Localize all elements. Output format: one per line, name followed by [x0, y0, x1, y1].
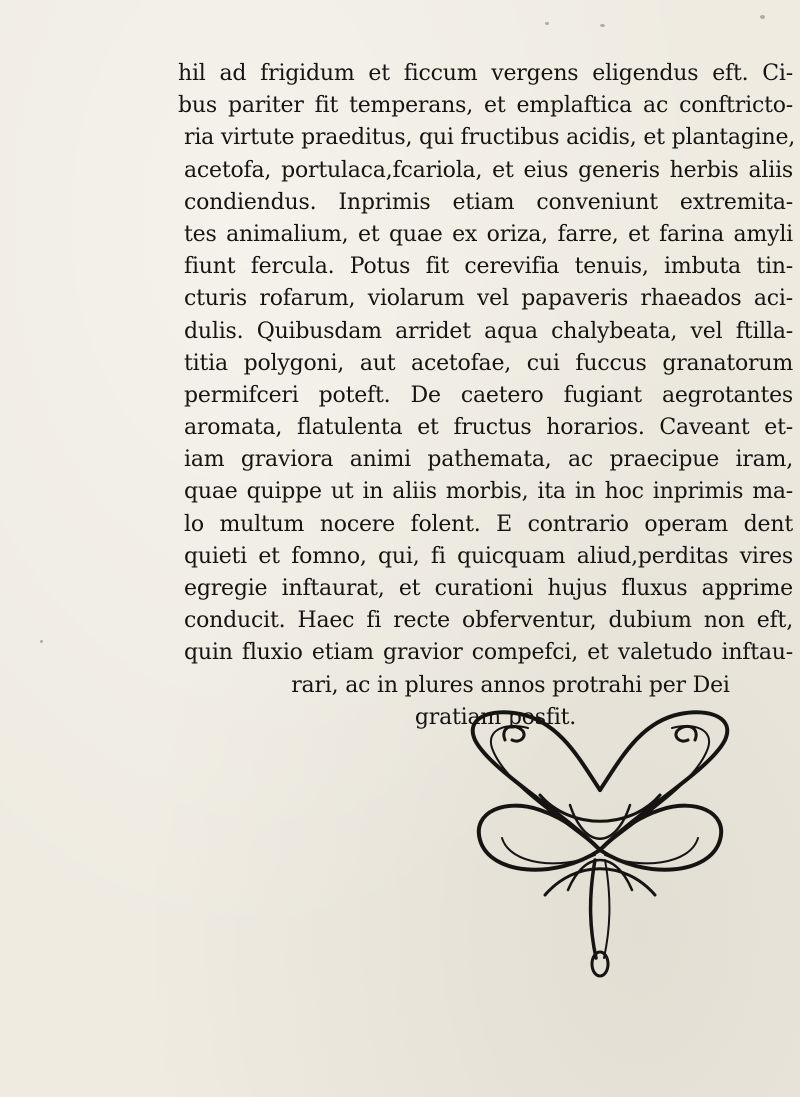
text-line: quin fluxio etiam gravior compefci, et valetudo inftau-: [184, 640, 793, 666]
text-line: acetofa, portulaca,fcariola, et eius generis herbis aliis: [184, 157, 793, 183]
ink-speck: [600, 24, 605, 27]
text-line: titia polygoni, aut acetofae, cui fuccus granatorum: [184, 350, 793, 376]
text-line: bus pariter fit temperans, et emplaftica ac conftricto-: [178, 93, 793, 119]
text-line: quae quippe ut in aliis morbis, ita in hoc inprimis ma-: [184, 479, 793, 505]
text-line: lo multum nocere folent. E contrario operam dent: [184, 511, 793, 537]
text-line: aromata, flatulenta et fructus horarios. Caveant et-: [184, 415, 793, 441]
text-line: gratiam posfit.: [414, 704, 577, 730]
scroll-flourish-icon: [450, 700, 750, 980]
text-line: egregie inftaurat, et curationi hujus fluxus apprime: [184, 576, 793, 601]
ink-speck: [760, 15, 765, 19]
text-line: iam graviora animi pathemata, ac praecipue iram,: [184, 447, 793, 473]
text-line: conducit. Haec fi recte obferventur, dubium non eft,: [184, 608, 793, 634]
text-line: condiendus. Inprimis etiam conveniunt extremita-: [184, 189, 793, 215]
body-text: [178, 58, 796, 734]
ink-speck: [545, 22, 549, 25]
text-line: rari, ac in plures annos protrahi per Dei: [291, 672, 730, 698]
text-line: quieti et fomno, qui, fi quicquam aliud,perditas vires: [184, 543, 793, 569]
text-line: tes animalium, et quae ex oriza, farre, et farina amyli: [184, 221, 793, 247]
text-line: ria virtute praeditus, qui fructibus acidis, et plantagine,: [184, 125, 796, 151]
text-line: hil ad frigidum et ficcum vergens eligendus eft. Ci-: [178, 61, 793, 86]
text-line: dulis. Quibusdam arridet aqua chalybeata, vel ftilla-: [184, 318, 793, 344]
text-line: permifceri poteft. De caetero fugiant aegrotantes: [184, 382, 793, 408]
ink-speck: [40, 640, 43, 643]
text-line: cturis rofarum, violarum vel papaveris rhaeados aci-: [184, 286, 793, 312]
text-line: fiunt fercula. Potus fit cerevifia tenuis, imbuta tin-: [184, 254, 793, 280]
